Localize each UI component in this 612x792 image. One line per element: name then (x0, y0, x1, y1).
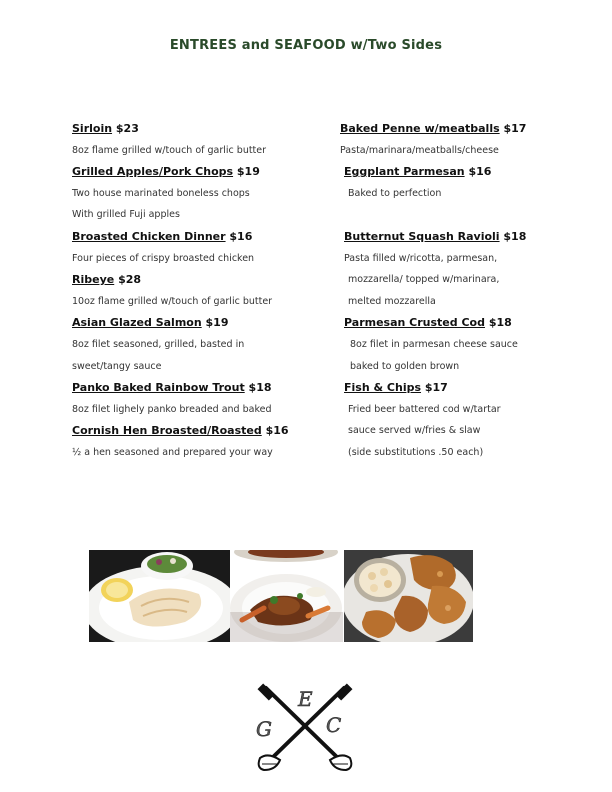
item-description: 8oz filet lighely panko breaded and baked (72, 403, 272, 415)
svg-text:G: G (256, 717, 272, 741)
item-name: Panko Baked Rainbow Trout (72, 381, 245, 395)
item-name: Cornish Hen Broasted/Roasted (72, 424, 262, 438)
item-price: $19 (236, 165, 260, 179)
menu-item-broasted-chicken (72, 226, 332, 248)
menu-item-fish-chips (340, 377, 590, 399)
menu-item-ribeye (72, 269, 332, 291)
item-description: sweet/tangy sauce (72, 360, 162, 372)
item-price: $18 (248, 381, 272, 395)
menu-item-squash-ravioli (340, 226, 590, 248)
item-price: $18 (503, 229, 527, 243)
svg-text:C: C (326, 713, 342, 737)
menu-item-sirloin (72, 118, 332, 140)
item-description: Four pieces of crispy broasted chicken (72, 252, 255, 264)
menu-item-cornish-hen (72, 420, 332, 442)
item-name: Ribeye (72, 273, 115, 287)
item-name: Broasted Chicken Dinner (72, 229, 226, 243)
item-name: Grilled Apples/Pork Chops (72, 165, 234, 179)
spacer (340, 204, 590, 226)
item-price: $18 (488, 316, 512, 330)
item-name: Asian Glazed Salmon (72, 316, 202, 330)
item-description: baked to golden brown (350, 360, 460, 372)
left-menu-column (72, 118, 332, 464)
item-description: ½ a hen seasoned and prepared your way (72, 446, 273, 458)
item-price: $16 (265, 424, 289, 438)
item-price: $17 (424, 381, 448, 395)
item-description: sauce served w/fries & slaw (348, 425, 481, 437)
item-description: Pasta filled w/ricotta, parmesan, (344, 252, 498, 264)
item-description: Pasta/marinara/meatballs/cheese (340, 144, 499, 156)
item-price: $23 (115, 122, 139, 135)
menu-item-pork-chops (72, 161, 332, 183)
item-name: Eggplant Parmesan (344, 165, 465, 179)
item-description: Two house marinated boneless chops (72, 187, 250, 199)
item-description: melted mozzarella (348, 295, 436, 307)
item-description: mozzarella/ topped w/marinara, (348, 274, 500, 286)
menu-item-rainbow-trout (72, 377, 332, 399)
svg-text:E: E (298, 687, 313, 711)
menu-item-asian-salmon (72, 312, 332, 334)
broasted-chicken-photo (344, 550, 473, 642)
item-name: Sirloin (72, 122, 113, 135)
item-name: Butternut Squash Ravioli (344, 229, 500, 243)
item-description: 8oz filet in parmesan cheese sauce (350, 338, 518, 350)
fish-plate-photo (89, 550, 230, 642)
item-description: 8oz flame grilled w/touch of garlic butter (72, 144, 267, 156)
menu-item-baked-penne (340, 118, 590, 140)
item-name: Baked Penne w/meatballs (340, 122, 500, 135)
item-description: Baked to perfection (348, 187, 442, 199)
item-description: (side substitutions .50 each) (348, 446, 484, 458)
item-price: $19 (205, 316, 229, 330)
item-price: $28 (118, 273, 142, 287)
item-price: $16 (229, 229, 253, 243)
menu-item-parmesan-cod (340, 312, 590, 334)
right-menu-column (340, 118, 590, 464)
item-description: 10oz flame grilled w/touch of garlic butter (72, 295, 273, 307)
golf-club-logo (250, 682, 360, 774)
item-description: 8oz filet seasoned, grilled, basted in (72, 338, 245, 350)
item-name: Parmesan Crusted Cod (344, 316, 485, 330)
menu-title: ENTREES and SEAFOOD w/Two Sides (169, 38, 443, 53)
item-name: Fish & Chips (344, 381, 422, 395)
item-description: Fried beer battered cod w/tartar (348, 403, 501, 415)
pork-chop-plate-photo (230, 550, 343, 642)
item-price: $17 (503, 122, 527, 135)
menu-item-eggplant-parmesan (340, 161, 590, 183)
item-description: With grilled Fuji apples (72, 209, 180, 221)
item-price: $16 (468, 165, 492, 179)
